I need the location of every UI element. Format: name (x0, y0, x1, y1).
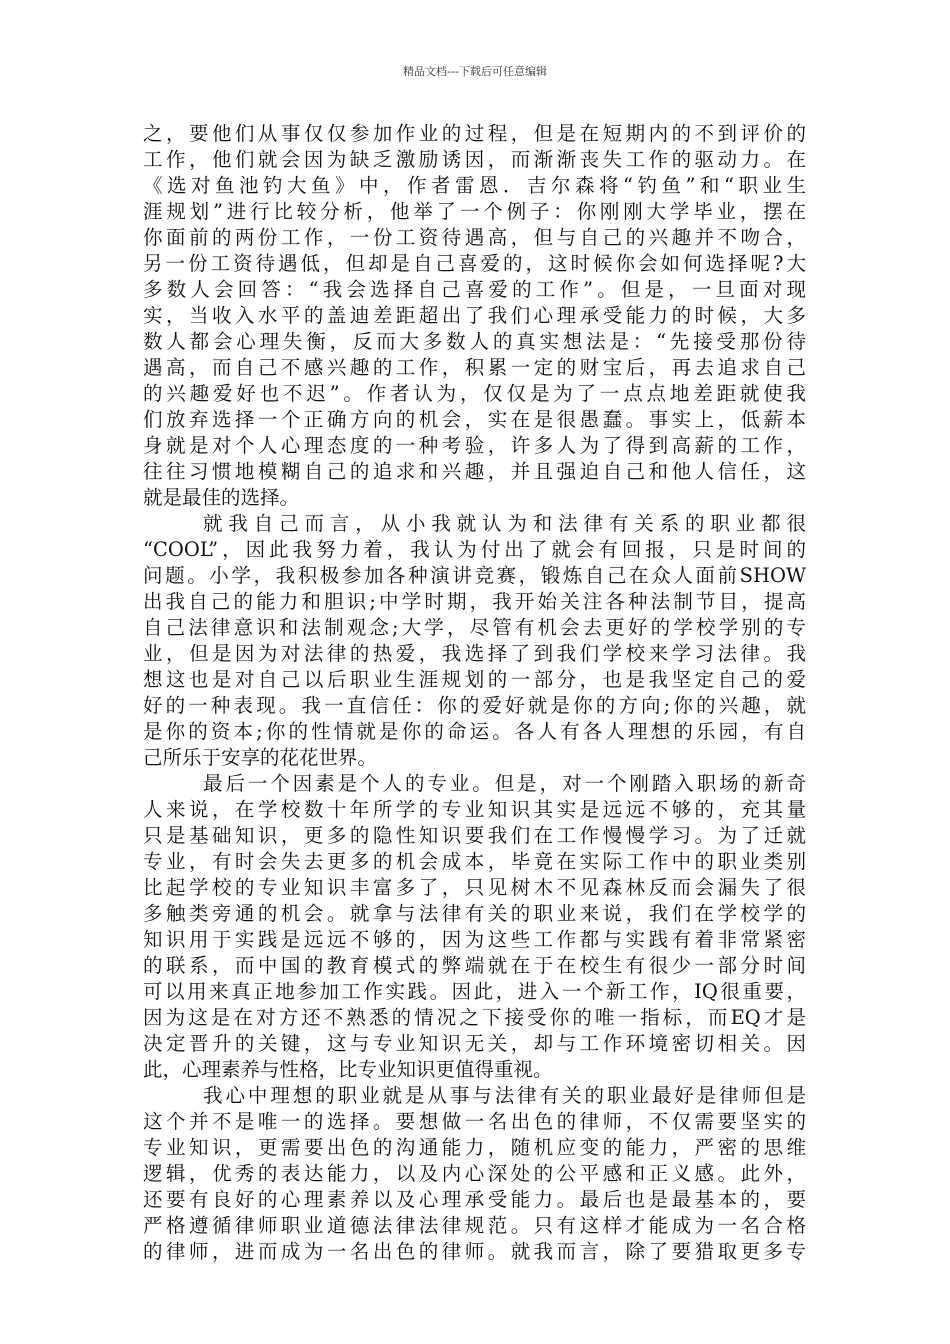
text-line: 想这也是对自己以后职业生涯规划的一部分，也是我坚定自己的爱 (143, 668, 806, 691)
text-line: 涯规划”进行比较分析，他举了一个例子：你刚刚大学毕业，摆在 (143, 200, 806, 223)
text-line: 严格遵循律师职业道德法律法律规范。只有这样才能成为一名合格 (143, 1214, 806, 1237)
document-body (143, 121, 806, 1265)
text-line: 专业知识，更需要出色的沟通能力，随机应变的能力，严密的思维 (143, 1136, 806, 1159)
text-line: 专业，有时会失去更多的机会成本，毕竟在实际工作中的职业类别 (143, 850, 806, 873)
paragraph-first-line: 最后一个因素是个人的专业。但是，对一个刚踏入职场的新奇 (203, 772, 806, 795)
text-line: 的兴趣爱好也不迟”。作者认为，仅仅是为了一点点地差距就使我 (143, 382, 806, 405)
text-line: 业，但是因为对法律的热爱，我选择了到我们学校来学习法律。我 (143, 642, 806, 665)
text-line: 《选对鱼池钓大鱼》中，作者雷恩．吉尔森将“钓鱼”和“职业生 (143, 174, 806, 197)
text-line: 多触类旁通的机会。就拿与法律有关的职业来说，我们在学校学的 (143, 902, 806, 925)
text-line: 自己法律意识和法制观念;大学，尽管有机会去更好的学校学别的专 (143, 616, 806, 639)
text-line: 你面前的两份工作，一份工资待遇高，但与自己的兴趣并不吻合， (143, 226, 806, 249)
text-line: 多数人会回答：“我会选择自己喜爱的工作”。但是，一旦面对现 (143, 278, 806, 301)
text-line: 出我自己的能力和胆识;中学时期，我开始关注各种法制节目，提高 (143, 590, 806, 613)
text-line: 知识用于实践是远远不够的，因为这些工作都与实践有着非常紧密 (143, 928, 806, 951)
text-line: 只是基础知识，更多的隐性知识要我们在工作慢慢学习。为了迁就 (143, 824, 806, 847)
text-line: 数人都会心理失衡，反而大多数人的真实想法是：“先接受那份待 (143, 330, 806, 353)
text-line: 比起学校的专业知识丰富多了，只见树木不见森林反而会漏失了很 (143, 876, 806, 899)
text-line: 决定晋升的关键，这与专业知识无关，却与工作环境密切相关。因 (143, 1032, 806, 1055)
text-line: 另一份工资待遇低，但却是自己喜爱的，这时候你会如何选择呢?大 (143, 252, 806, 275)
text-line: 可以用来真正地参加工作实践。因此，进入一个新工作，IQ很重要， (143, 980, 806, 1003)
text-line: 好的一种表现。我一直信任：你的爱好就是你的方向;你的兴趣，就 (143, 694, 806, 717)
paragraph-first-line: 就我自己而言，从小我就认为和法律有关系的职业都很 (203, 512, 806, 535)
text-line: 的律师，进而成为一名出色的律师。就我而言，除了要猎取更多专 (143, 1240, 806, 1263)
text-line: “COOL”，因此我努力着，我认为付出了就会有回报，只是时间的 (143, 538, 806, 561)
page-header: 精品文档---下载后可任意编辑 (403, 65, 547, 78)
text-line: 往往习惯地模糊自己的追求和兴趣，并且强迫自己和他人信任，这 (143, 460, 806, 483)
text-line: 问题。小学，我积极参加各种演讲竞赛，锻炼自己在众人面前SHOW (143, 564, 806, 587)
text-line: 们放弃选择一个正确方向的机会，实在是很愚蠢。事实上，低薪本 (143, 408, 806, 431)
text-line: 是你的资本;你的性情就是你的命运。各人有各人理想的乐园，有自 (143, 720, 806, 743)
text-line: 还要有良好的心理素养以及心理承受能力。最后也是最基本的，要 (143, 1188, 806, 1211)
text-line: 人来说，在学校数十年所学的专业知识其实是远远不够的，充其量 (143, 798, 806, 821)
text-line: 因为这是在对方还不熟悉的情况之下接受你的唯一指标，而EQ才是 (143, 1006, 806, 1029)
text-line: 逻辑，优秀的表达能力，以及内心深处的公平感和正义感。此外， (143, 1162, 806, 1185)
text-line: 身就是对个人心理态度的一种考验，许多人为了得到高薪的工作， (143, 434, 806, 457)
text-line: 实，当收入水平的盖迪差距超出了我们心理承受能力的时候，大多 (143, 304, 806, 327)
paragraph-first-line: 我心中理想的职业就是从事与法律有关的职业最好是律师但是 (203, 1084, 806, 1107)
text-line: 之，要他们从事仅仅参加作业的过程，但是在短期内的不到评价的 (143, 122, 806, 145)
text-line: 就是最佳的选择。 (143, 486, 300, 509)
text-line: 这个并不是唯一的选择。要想做一名出色的律师，不仅需要坚实的 (143, 1110, 806, 1133)
text-line: 工作，他们就会因为缺乏激励诱因，而渐渐丧失工作的驱动力。在 (143, 148, 806, 171)
text-line: 遇高，而自己不感兴趣的工作，积累一定的财宝后，再去追求自己 (143, 356, 806, 379)
text-line: 的联系，而中国的教育模式的弊端就在于在校生有很少一部分时间 (143, 954, 806, 977)
text-line: 己所乐于安享的花花世界。 (143, 746, 378, 769)
text-line: 此，心理素养与性格，比专业知识更值得重视。 (143, 1058, 553, 1081)
